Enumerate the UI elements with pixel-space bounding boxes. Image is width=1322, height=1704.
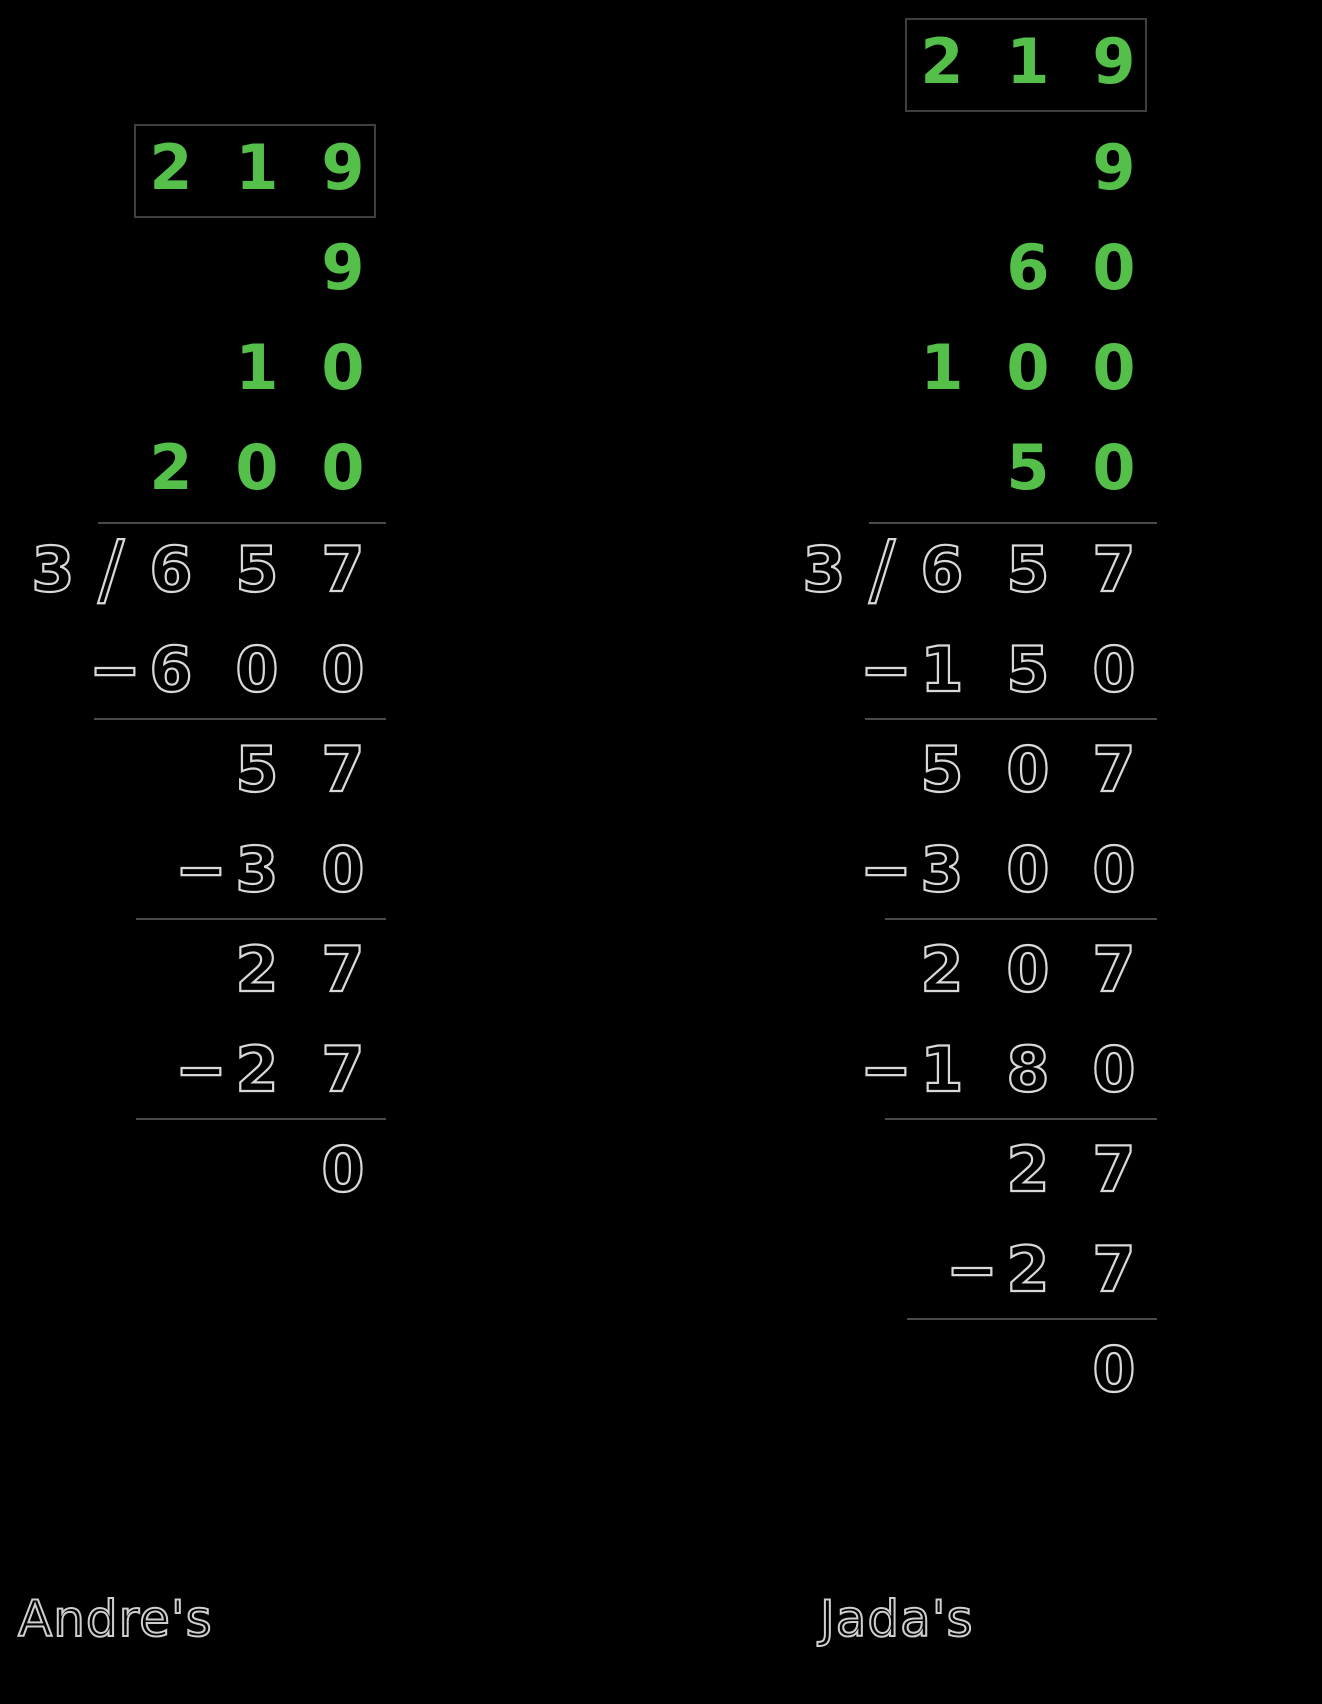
division-slash-icon: ∕ — [869, 525, 896, 615]
andre-step2-ones: 0 — [321, 833, 365, 906]
andre-step0-tens: 0 — [235, 633, 279, 706]
andre-step-row — [0, 920, 420, 1020]
jada-step-row — [771, 1120, 1191, 1220]
jada-partial-quotient-row — [771, 418, 1191, 518]
jada-step4-ones: 0 — [1092, 1033, 1136, 1106]
jada-step0-minus: − — [860, 633, 912, 706]
jada-step3-ones: 7 — [1092, 933, 1136, 1006]
jada-pq1-ones: 0 — [1092, 231, 1136, 304]
jada-label: Jada's — [820, 1590, 974, 1648]
andre-quotient-ones: 9 — [321, 131, 365, 204]
jada-step1-tens: 0 — [1006, 733, 1050, 806]
jada-pq2-hundreds: 1 — [920, 331, 964, 404]
andre-pq2-hundreds: 2 — [149, 431, 193, 504]
andre-quotient-tens: 1 — [235, 131, 279, 204]
jada-partial-quotient-row — [771, 318, 1191, 418]
jada-dividend-hundreds: 6 — [920, 533, 964, 606]
jada-step3-hundreds: 2 — [920, 933, 964, 1006]
andre-pq0-ones: 9 — [321, 231, 365, 304]
andre-step-row — [0, 620, 420, 720]
andre-label: Andre's — [18, 1590, 213, 1648]
jada-dividend-row — [771, 520, 1191, 620]
andre-step0-ones: 0 — [321, 633, 365, 706]
andre-step3-tens: 2 — [235, 933, 279, 1006]
andre-step0-hundreds: 6 — [149, 633, 193, 706]
jada-step6-tens: 2 — [1006, 1233, 1050, 1306]
jada-step6-ones: 7 — [1092, 1233, 1136, 1306]
jada-quotient-ones: 9 — [1092, 25, 1136, 98]
jada-step2-tens: 0 — [1006, 833, 1050, 906]
andre-quotient-hundreds: 2 — [149, 131, 193, 204]
andre-step0-minus: − — [89, 633, 141, 706]
jada-step-row — [771, 720, 1191, 820]
andre-step2-tens: 3 — [235, 833, 279, 906]
jada-pq2-tens: 0 — [1006, 331, 1050, 404]
jada-divisor: 3 — [802, 533, 846, 606]
andre-step2-minus: − — [175, 833, 227, 906]
andre-step-row — [0, 1020, 420, 1120]
jada-step1-hundreds: 5 — [920, 733, 964, 806]
andre-partial-quotient-row — [0, 418, 420, 518]
andre-pq2-ones: 0 — [321, 431, 365, 504]
jada-pq1-tens: 6 — [1006, 231, 1050, 304]
andre-step3-ones: 7 — [321, 933, 365, 1006]
jada-step4-hundreds: 1 — [920, 1033, 964, 1106]
andre-step4-minus: − — [175, 1033, 227, 1106]
jada-step0-ones: 0 — [1092, 633, 1136, 706]
andre-pq2-tens: 0 — [235, 431, 279, 504]
division-slash-icon: ∕ — [98, 525, 125, 615]
andre-step4-tens: 2 — [235, 1033, 279, 1106]
jada-step-row — [771, 1220, 1191, 1320]
andre-remainder-row — [0, 1120, 420, 1220]
jada-quotient-hundreds: 2 — [920, 25, 964, 98]
jada-step2-hundreds: 3 — [920, 833, 964, 906]
jada-step-row — [771, 620, 1191, 720]
andre-divisor: 3 — [31, 533, 75, 606]
jada-pq2-ones: 0 — [1092, 331, 1136, 404]
andre-quotient-row — [0, 118, 420, 218]
jada-dividend-ones: 7 — [1092, 533, 1136, 606]
jada-quotient-tens: 1 — [1006, 25, 1050, 98]
jada-dividend-tens: 5 — [1006, 533, 1050, 606]
andre-step1-tens: 5 — [235, 733, 279, 806]
jada-step0-tens: 5 — [1006, 633, 1050, 706]
andre-remainder: 0 — [321, 1133, 365, 1206]
jada-step0-hundreds: 1 — [920, 633, 964, 706]
jada-step-row — [771, 1020, 1191, 1120]
jada-step2-minus: − — [860, 833, 912, 906]
andre-partial-quotient-row — [0, 218, 420, 318]
andre-pq1-ones: 0 — [321, 331, 365, 404]
jada-step-row — [771, 920, 1191, 1020]
jada-partial-quotient-row — [771, 218, 1191, 318]
jada-remainder-row — [771, 1320, 1191, 1420]
andre-dividend-row — [0, 520, 420, 620]
jada-step4-minus: − — [860, 1033, 912, 1106]
jada-pq3-ones: 0 — [1092, 431, 1136, 504]
jada-step4-tens: 8 — [1006, 1033, 1050, 1106]
jada-pq0-ones: 9 — [1092, 131, 1136, 204]
andre-dividend-hundreds: 6 — [149, 533, 193, 606]
andre-step1-ones: 7 — [321, 733, 365, 806]
jada-step5-tens: 2 — [1006, 1133, 1050, 1206]
andre-partial-quotient-row — [0, 318, 420, 418]
jada-step6-minus: − — [946, 1233, 998, 1306]
andre-dividend-tens: 5 — [235, 533, 279, 606]
jada-step3-tens: 0 — [1006, 933, 1050, 1006]
jada-partial-quotient-row — [771, 118, 1191, 218]
jada-step2-ones: 0 — [1092, 833, 1136, 906]
andre-step4-ones: 7 — [321, 1033, 365, 1106]
jada-remainder: 0 — [1092, 1333, 1136, 1406]
jada-step-row — [771, 820, 1191, 920]
andre-step-row — [0, 820, 420, 920]
jada-pq3-tens: 5 — [1006, 431, 1050, 504]
andre-step-row — [0, 720, 420, 820]
jada-step5-ones: 7 — [1092, 1133, 1136, 1206]
andre-pq1-tens: 1 — [235, 331, 279, 404]
jada-step1-ones: 7 — [1092, 733, 1136, 806]
andre-dividend-ones: 7 — [321, 533, 365, 606]
jada-quotient-row — [771, 12, 1191, 112]
